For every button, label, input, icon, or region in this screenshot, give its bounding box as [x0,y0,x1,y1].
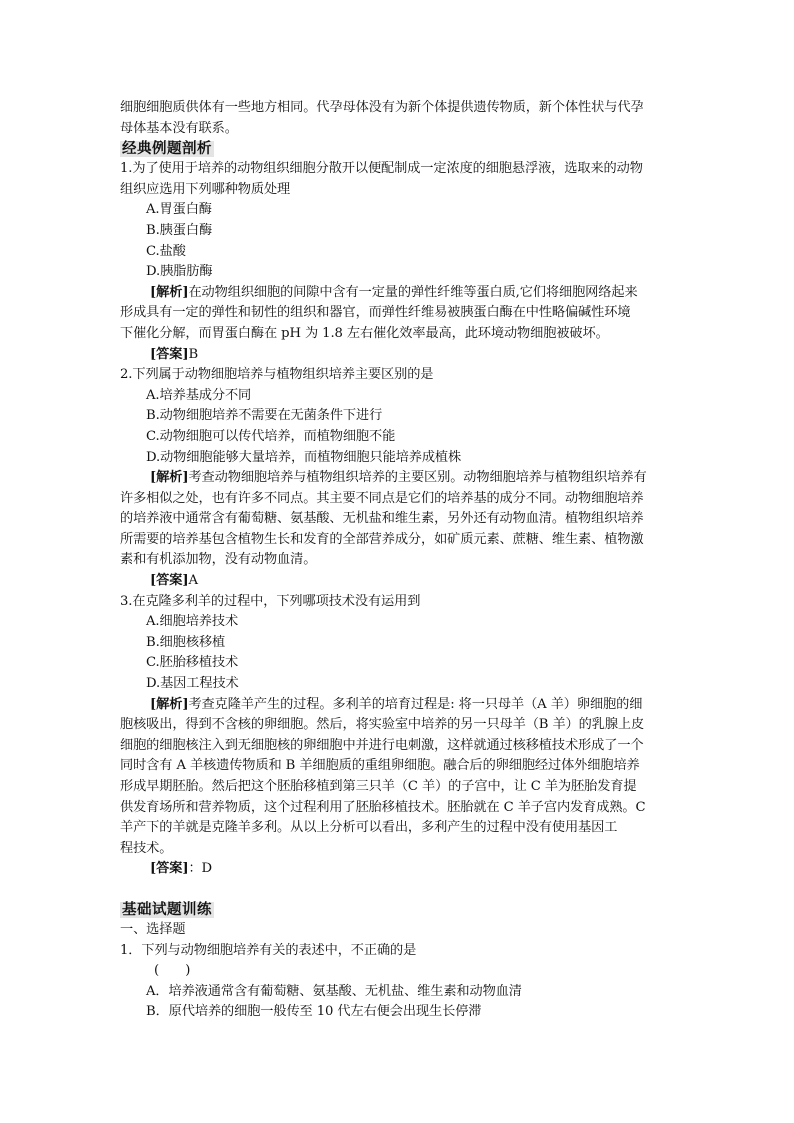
q2-analysis-line-3: 的培养液中通常含有葡萄糖、氨基酸、无机盐和维生素，另外还有动物血清。植物组织培养 [120,511,644,527]
answer-tag: [答案] [150,573,189,589]
sub-title-choice: 一、选择题 [120,921,186,937]
q3-analysis-text-1: 考查克隆羊产生的过程。多利羊的培育过程是: 将一只母羊（A 羊）卵细胞的细 [188,696,643,712]
analysis-tag: [解析] [150,284,189,300]
q1-analysis-line-3: 下催化分解，而胃蛋白酶在 pH 为 1.8 左右催化效率最高，此环境动物细胞被破坏。 [120,325,609,341]
intro-line-2: 母体基本没有联系。 [120,120,238,136]
q3-option-c: C.胚胎移植技术 [146,655,239,671]
answer-tag: [答案] [150,861,189,877]
q3-option-d: D.基因工程技术 [146,676,239,692]
answer-tag: [答案] [150,346,189,362]
q3-option-a: A.细胞培养技术 [146,614,239,630]
q2-option-d: D.动物细胞能够大量培养，而植物细胞只能培养成植株 [146,449,462,465]
q1-stem-line-1: 1.为了使用于培养的动物组织细胞分散开以便配制成一定浓度的细胞悬浮液，选取来的动物 [120,161,643,177]
q1-analysis-line-1 [120,283,676,304]
ex1-stem: 1．下列与动物细胞培养有关的表述中，不正确的是 [120,942,417,958]
q1-answer-value: B [188,346,199,362]
q2-option-b: B.动物细胞培养不需要在无菌条件下进行 [146,408,383,424]
analysis-tag: [解析] [150,696,189,712]
q1-option-d: D.胰脂肪酶 [146,264,213,280]
ex1-blank: ( ) [154,963,191,979]
q1-option-b: B.胰蛋白酶 [146,222,213,238]
q1-analysis-line-2: 形成具有一定的弹性和韧性的组织和器官，而弹性纤维易被胰蛋白酶在中性略偏碱性环境 [120,305,631,321]
q2-analysis-line-5: 素和有机添加物，没有动物血清。 [120,552,317,568]
q2-option-c: C.动物细胞可以传代培养，而植物细胞不能 [146,428,396,444]
section-title-text: 基础试题训练 [122,901,212,918]
q2-analysis-line-4: 所需要的培养基包含植物生长和发育的全部营养成分，如矿质元素、蔗糖、维生素、植物激 [120,531,644,547]
ex1-option-a: A．培养液通常含有葡萄糖、氨基酸、无机盐、维生素和动物血清 [146,983,522,999]
section-title-classic-examples [120,139,676,159]
section-title-text: 经典例题剖析 [122,141,212,158]
q3-analysis-line-7: 羊产下的羊就是克隆羊多利。从以上分析可以看出，多利产生的过程中没有使用基因工 [120,820,618,836]
q3-stem: 3.在克隆多利羊的过程中，下列哪项技术没有运用到 [120,593,421,609]
q1-answer [120,345,676,366]
document-page [120,98,676,1023]
intro-line-1: 细胞细胞质供体有一些地方相同。代孕母体没有为新个体提供遗传物质，新个体性状与代孕 [120,100,644,115]
q2-option-a: A.培养基成分不同 [146,387,252,403]
q1-stem-line-2: 组织应选用下列哪种物质处理 [120,181,291,197]
q2-analysis-text-1: 考查动物细胞培养与植物组织培养的主要区别。动物细胞培养与植物组织培养有 [188,470,647,486]
spacer [120,880,676,900]
q2-stem: 2.下列属于动物细胞培养与植物组织培养主要区别的是 [120,367,434,383]
q3-analysis-line-8: 程技术。 [120,840,173,856]
q2-analysis-line-1 [120,468,676,489]
q2-answer [120,571,676,592]
analysis-tag: [解析] [150,470,189,486]
q3-answer [120,859,676,880]
q1-option-a: A.胃蛋白酶 [146,202,212,218]
q1-option-c: C.盐酸 [146,243,186,259]
q3-option-b: B.细胞核移植 [146,634,226,650]
q2-analysis-line-2: 许多相似之处，也有许多不同点。其主要不同点是它们的培养基的成分不同。动物细胞培养 [120,490,644,506]
section-title-basic-training [120,900,676,920]
q1-analysis-text-1: 在动物组织细胞的间隙中含有一定量的弹性纤维等蛋白质,它们将细胞网络起来 [188,284,638,300]
q3-analysis-line-1 [120,695,676,716]
q3-analysis-line-2: 胞核吸出，得到不含核的卵细胞。然后，将实验室中培养的另一只母羊（B 羊）的乳腺上皮 [120,717,645,733]
q3-analysis-line-3: 细胞的细胞核注入到无细胞核的卵细胞中并进行电刺激，这样就通过核移植技术形成了一个 [120,737,644,753]
q3-analysis-line-6: 供发育场所和营养物质，这个过程利用了胚胎移植技术。胚胎就在 C 羊子宫内发育成熟。C [120,799,646,815]
q3-analysis-line-4: 同时含有 A 羊核遗传物质和 B 羊细胞质的重组卵细胞。融合后的卵细胞经过体外细胞培养 [120,758,640,774]
q3-answer-value: ：D [188,861,213,877]
q2-answer-value: A [188,573,198,589]
ex1-option-b: B．原代培养的细胞一般传至 10 代左右便会出现生长停滞 [146,1004,482,1020]
q3-analysis-line-5: 形成早期胚胎。然后把这个胚胎移植到第三只羊（C 羊）的子宫中，让 C 羊为胚胎发育提 [120,779,637,794]
